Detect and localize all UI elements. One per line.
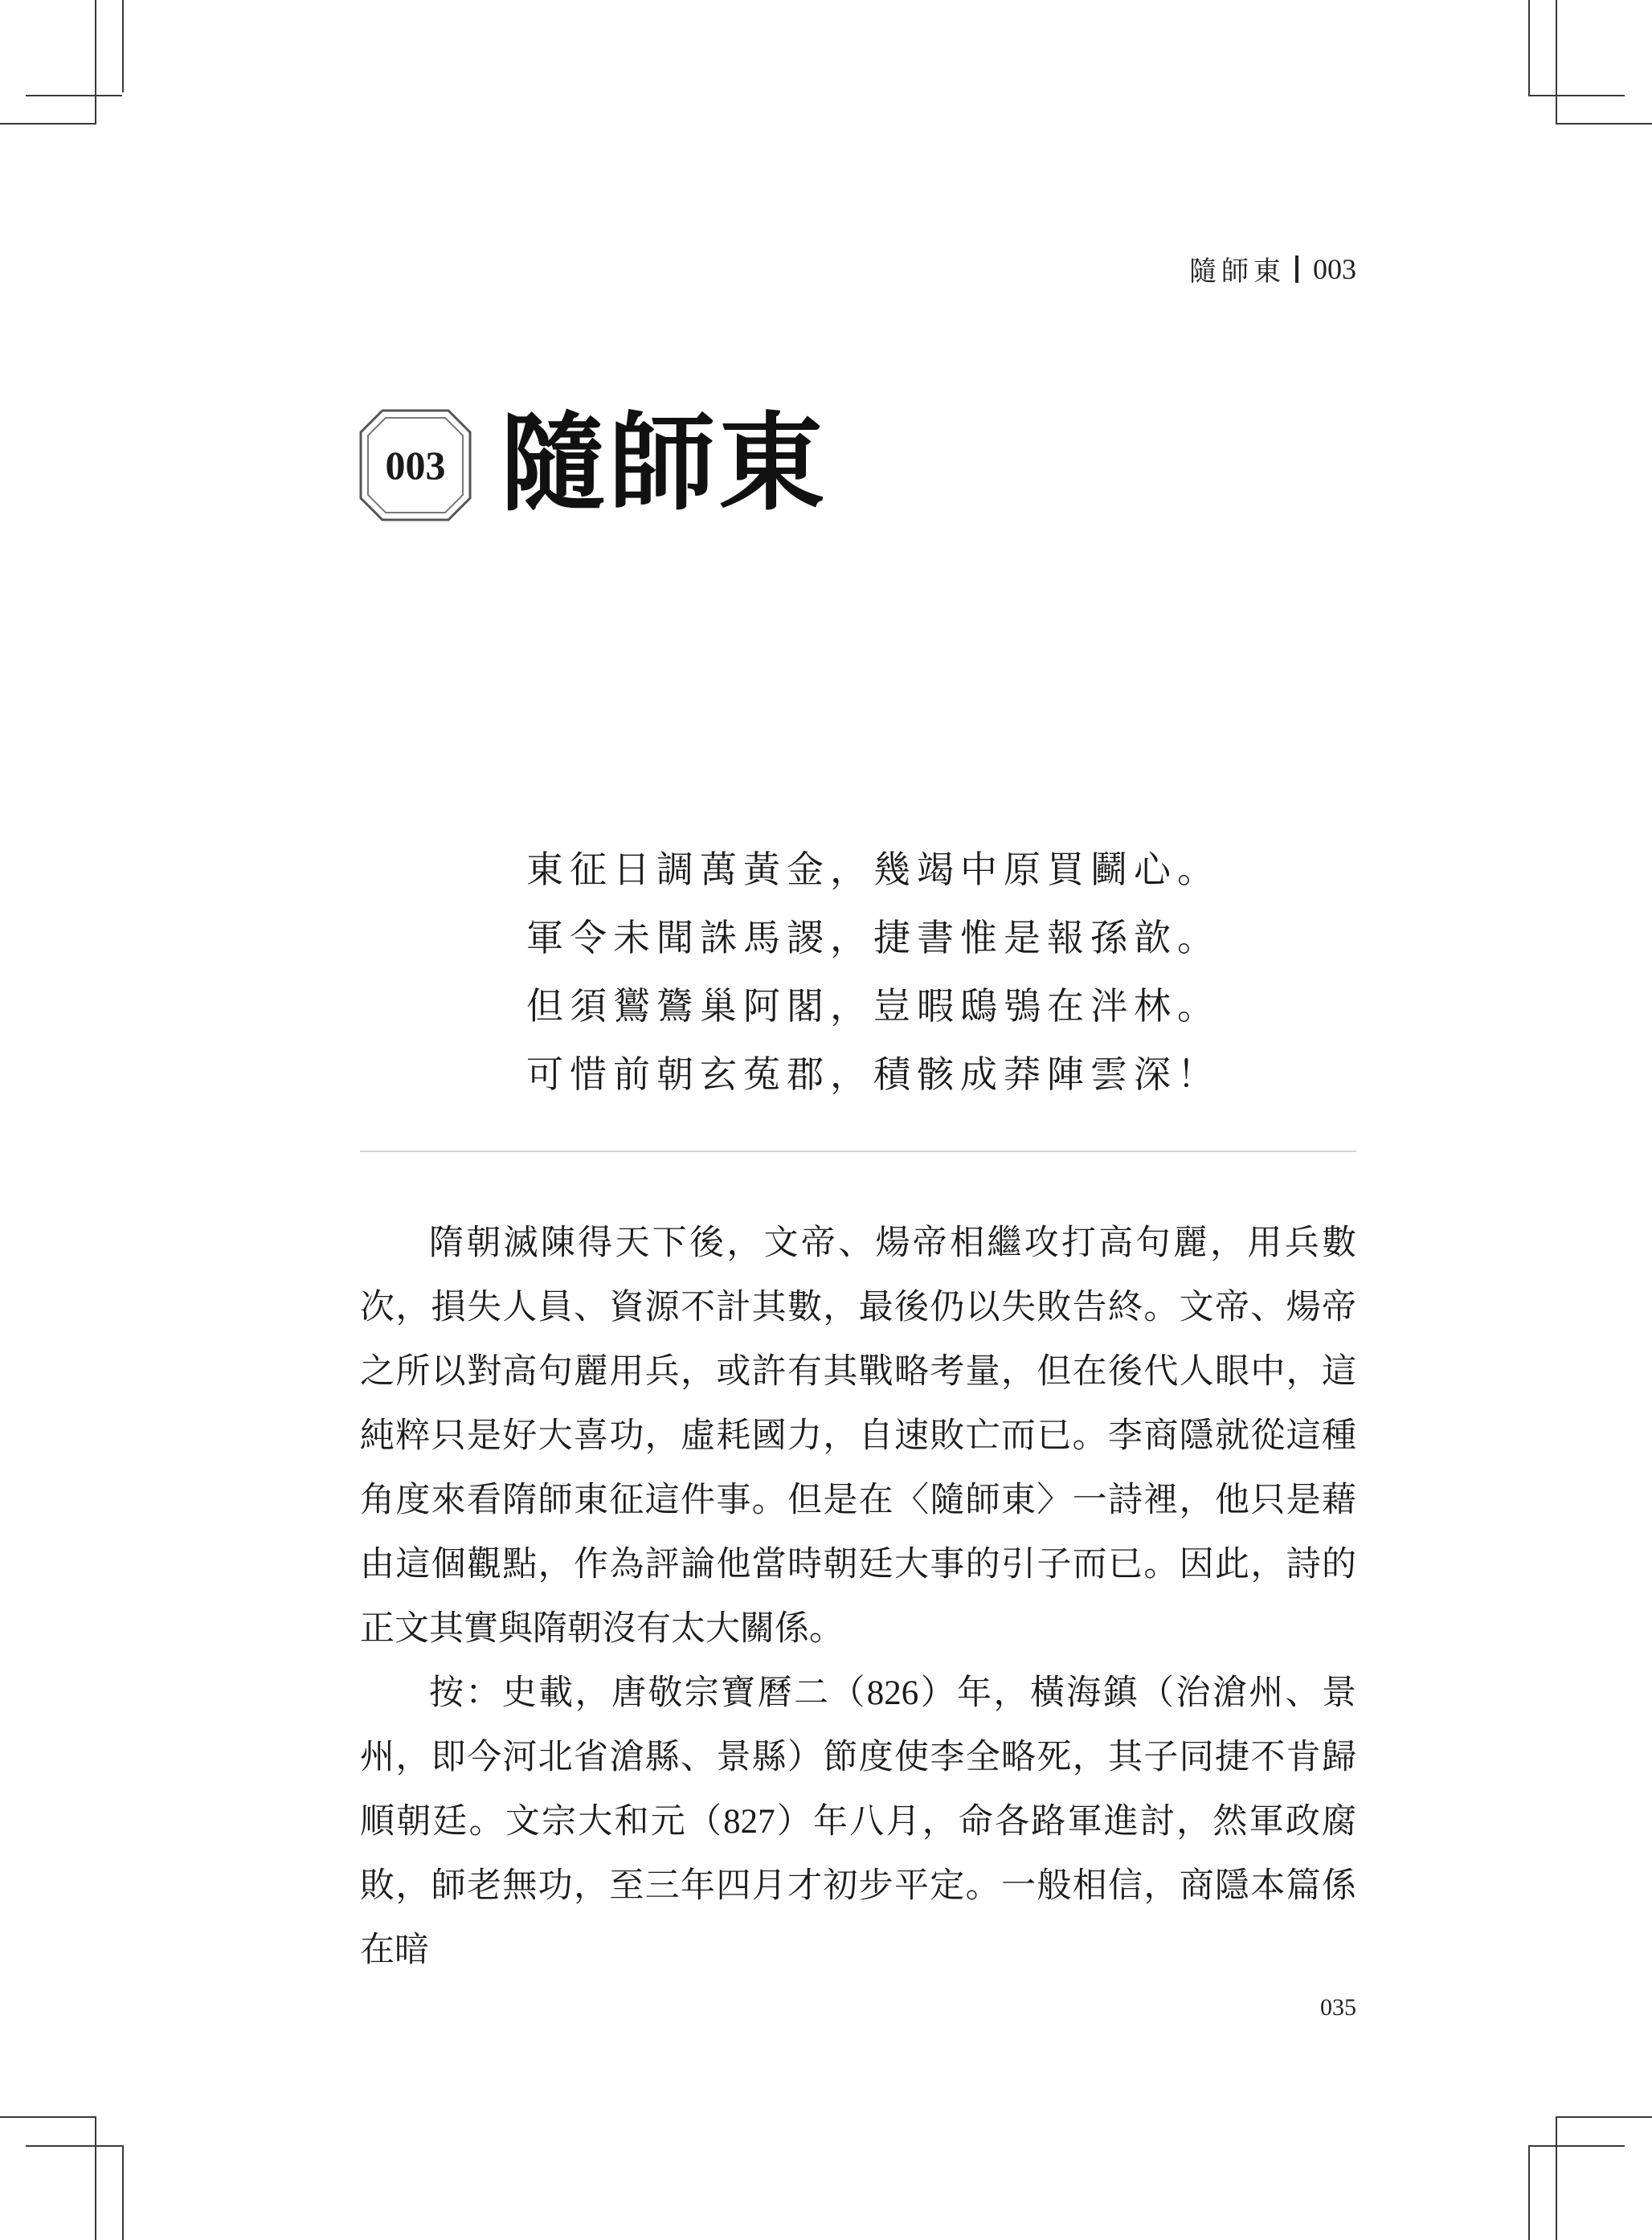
crop-mark-top-left-v [95,0,96,125]
crop-mark-bottom-right-v [1556,2116,1557,2240]
crop-mark-top-left-v2 [122,0,124,92]
running-head-page-ref: 003 [1313,252,1356,285]
crop-mark-top-left-h [0,123,96,125]
crop-mark-bottom-left-v2 [122,2145,124,2240]
body-paragraph: 隋朝滅陳得天下後，文帝、煬帝相繼攻打高句麗，用兵數次，損失人員、資源不計其數，最後仍以失敗告終。文帝、煬帝之所以對高句麗用兵，或許有其戰略考量，但在後代人眼中，這純粹只是好大喜功，虛耗國力，自速敗亡而已。李商隱就從這種角度來看隋師東征這件事。但是在〈隨師東〉一詩裡，他只是藉由這個觀點，作為評論他當時朝廷大事的引子而已。因此，詩的正文其實與隋朝沒有太大關係。 [360,1224,1356,1648]
crop-mark-top-right-v [1556,0,1557,125]
poem-line: 可惜前朝玄菟郡，積骸成莽陣雲深！ [526,1053,1221,1096]
crop-mark-bottom-right-v2 [1528,2145,1530,2240]
crop-mark-bottom-left-v [95,2116,96,2240]
running-head-title: 隨師東 [1189,255,1286,288]
body-paragraph: 按：史載，唐敬宗寶曆二（826）年，橫海鎮（治滄州、景州，即今河北省滄縣、景縣）節度使李全略死，其子同捷不肯歸順朝廷。文宗大和元（827）年八月，命各路軍進討，然軍政腐敗，師老無功，至三年四月才初步平定。一般相信，商隱本篇係在暗 [360,1674,1356,1969]
page-number: 035 [1320,1994,1356,2021]
chapter-number: 003 [385,443,446,488]
poem [526,836,1221,1109]
crop-mark-top-left-h2 [26,95,122,96]
poem-line: 但須鸑鷟巢阿閣，豈暇鴟鴞在泮林。 [526,984,1221,1028]
crop-mark-bottom-right-h2 [1528,2145,1625,2147]
running-head [1189,249,1356,288]
crop-mark-bottom-left-h [0,2116,96,2118]
chapter-number-badge [358,408,472,522]
crop-mark-bottom-left-h2 [26,2145,122,2147]
running-head-separator [1295,255,1298,283]
poem-line: 軍令未聞誅馬謖，捷書惟是報孫歆。 [526,916,1221,959]
crop-mark-top-right-h [1556,123,1652,125]
body-text [360,1212,1356,1983]
poem-line: 東征日調萬黃金，幾竭中原買鬬心。 [526,848,1221,891]
chapter-title: 隨師東 [500,401,828,525]
crop-mark-top-right-v2 [1528,0,1530,95]
section-divider [360,1151,1356,1152]
crop-mark-bottom-right-h [1556,2116,1652,2118]
crop-mark-top-right-h2 [1528,95,1625,96]
